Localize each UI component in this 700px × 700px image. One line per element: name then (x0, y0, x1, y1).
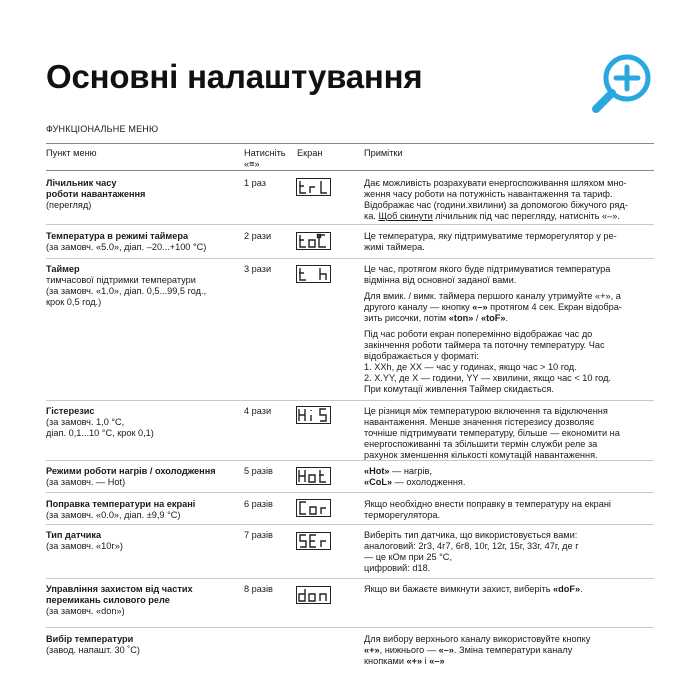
lcd-display-cor (296, 499, 331, 517)
row-press: 5 разів (244, 466, 273, 476)
note-text: / (473, 313, 481, 323)
note-line: енергоспоживанні та збільшити термін служби реле за (364, 439, 598, 449)
note-text: . (505, 313, 509, 323)
row-default: діап. 0,1...10 °C, крок 0,1) (46, 428, 154, 438)
row-divider (46, 524, 654, 525)
header-press (244, 148, 294, 170)
table-row (46, 406, 238, 439)
note-line: Це різниця між температурою включення та відключення (364, 406, 608, 416)
note-line: Відображає час (години.хвилини) за допомогою біжучого ряд- (364, 200, 628, 210)
note-line: Це час, протягом якого буде підтримуватися температура (364, 264, 611, 274)
lcd-th-icon (296, 265, 331, 283)
lcd-display-hot (296, 467, 331, 485)
code-tof: «toF» (480, 313, 506, 323)
row-divider (46, 224, 654, 225)
note-text: — охолодження. (392, 477, 466, 487)
table-top-rule (46, 143, 654, 144)
row-press: 6 разів (244, 499, 273, 509)
code-dof: «doF» (553, 584, 581, 594)
row-note (364, 406, 654, 461)
row-divider (46, 400, 654, 401)
row-note (364, 634, 654, 667)
row-title: Таймер (46, 264, 80, 274)
row-title-cont: роботи навантаження (46, 189, 146, 199)
row-press: 4 рази (244, 406, 272, 416)
note-text: — нагрів, (389, 466, 432, 476)
note-line: Якщо необхідно внести поправку в температуру на екрані (364, 499, 611, 509)
lcd-display-don (296, 586, 331, 604)
row-default: (завод. напашт. 30 ˚C) (46, 645, 140, 655)
note-text: Якщо ви бажаєте вимкнути захист, виберіть (364, 584, 554, 594)
note-line (364, 645, 654, 656)
header-item: Пункт меню (46, 148, 97, 158)
row-default: (за замовч. «10г») (46, 541, 123, 551)
row-note (364, 264, 654, 400)
note-text: протягом 4 сек. Екран відобра- (487, 302, 622, 312)
row-divider (46, 492, 654, 493)
note-paragraph (364, 264, 654, 286)
key-plus: «+» (406, 656, 423, 666)
lcd-his-icon (296, 406, 331, 424)
row-default: (перегляд) (46, 200, 92, 210)
note-text: . (580, 584, 583, 594)
note-line (364, 211, 654, 222)
note-line: 1. XXh, де XX — час у годинах, якщо час > 10 год. (364, 362, 577, 372)
row-title: Температура в режимі таймера (46, 231, 189, 241)
code-ton: «ton» (448, 313, 474, 323)
note-line: 2. X.YY, де X — години, YY — хвилини, якщо час < 10 год. (364, 373, 611, 383)
note-text: другого каналу — кнопку (364, 302, 473, 312)
lcd-display-ser (296, 532, 331, 550)
note-line: Для вмик. / вимк. таймера першого каналу утримуйте «+», а (364, 291, 621, 301)
note-text: зить рисочки, потім (364, 313, 449, 323)
table-row (46, 584, 238, 617)
row-title: Лічильник часу (46, 178, 117, 188)
row-default: (за замовч. «1.0», діап. 0,5...99,5 год., (46, 286, 207, 296)
row-press: 3 рази (244, 264, 272, 274)
row-note (364, 530, 654, 574)
note-line: навантаження. Менше значення гістерезису дозволяє (364, 417, 595, 427)
note-text: кнопками (364, 656, 407, 666)
note-line (364, 466, 654, 477)
note-line: закінчення роботи таймера та поточну температуру. Час (364, 340, 605, 350)
note-line (364, 656, 654, 667)
row-default: (за замовч. «5.0», діап. –20...+100 °C) (46, 242, 207, 252)
lcd-display-th (296, 265, 331, 283)
note-paragraph (364, 329, 654, 395)
note-text: ка. (364, 211, 379, 221)
note-line: терморегулятора. (364, 510, 441, 520)
row-title: Гістерезис (46, 406, 95, 416)
lcd-toc-icon (296, 232, 331, 250)
lcd-trl-icon (296, 178, 331, 196)
row-default: (за замовч. «don») (46, 606, 125, 616)
zoom-in-icon[interactable] (583, 46, 663, 126)
code-col: «CoL» (364, 477, 393, 487)
row-title-cont: перемикань силового реле (46, 595, 170, 605)
section-heading: ФУНКЦІОНАЛЬНЕ МЕНЮ (46, 124, 159, 134)
key-minus: «–» (438, 645, 454, 655)
row-title: Вибір температури (46, 634, 134, 644)
row-press: 8 разів (244, 584, 273, 594)
row-default: тимчасової підтримки температури (46, 275, 196, 285)
lcd-don-icon (296, 586, 331, 604)
lcd-hot-icon (296, 467, 331, 485)
header-press-symbol: «≡» (244, 159, 260, 169)
row-title: Управління захистом від частих (46, 584, 193, 594)
note-line: цифровий: d18. (364, 563, 431, 573)
note-paragraph (364, 291, 654, 324)
note-line: Дає можливість розрахувати енергоспоживання шляхом мно- (364, 178, 627, 188)
note-line: жимі таймера. (364, 242, 425, 252)
header-rule (46, 170, 654, 171)
code-hot: «Hot» (364, 466, 390, 476)
note-line: аналоговий: 2г3, 4г7, 6г8, 10г, 12г, 15г, 33г, 47г, де г (364, 541, 579, 551)
note-line (364, 584, 654, 595)
row-divider (46, 627, 654, 628)
note-line: відображається у форматі: (364, 351, 479, 361)
table-row (46, 634, 238, 656)
page-title: Основні налаштування (46, 58, 423, 95)
row-divider (46, 460, 654, 461)
note-line (364, 313, 654, 324)
table-row (46, 231, 238, 253)
note-line: відмінна від основної заданої вами. (364, 275, 517, 285)
table-row (46, 178, 238, 211)
row-title: Тип датчика (46, 530, 102, 540)
table-row (46, 264, 238, 308)
row-press: 7 разів (244, 530, 273, 540)
row-press: 2 рази (244, 231, 272, 241)
note-line: рахунок зменшення кількості комутацій навантаження. (364, 450, 598, 460)
row-note (364, 499, 654, 521)
row-divider (46, 578, 654, 579)
note-line (364, 302, 654, 313)
note-text: , нижнього — (379, 645, 439, 655)
row-title: Поправка температури на екрані (46, 499, 196, 509)
row-default: (за замовч. 1,0 °C, (46, 417, 125, 427)
row-default: (за замовч. — Hot) (46, 477, 126, 487)
note-text: і (422, 656, 430, 666)
table-row (46, 499, 238, 521)
header-screen: Екран (297, 148, 323, 158)
note-line: Це температура, яку підтримуватиме терморегулятор у ре- (364, 231, 617, 241)
note-line: Виберіть тип датчика, що використовується вами: (364, 530, 578, 540)
lcd-display-his (296, 406, 331, 424)
note-text: . Зміна температури каналу (453, 645, 573, 655)
row-note (364, 466, 654, 488)
reset-counter-link: Щоб скинути (378, 211, 433, 221)
note-line: Під час роботи екран поперемінно відображає час до (364, 329, 593, 339)
row-default: крок 0,5 год.) (46, 297, 102, 307)
row-title: Режими роботи нагрів / охолодження (46, 466, 216, 476)
row-press: 1 раз (244, 178, 266, 188)
row-default: (за замовч. «0.0», діап. ±9,9 °C) (46, 510, 181, 520)
key-minus: «–» (472, 302, 488, 312)
note-text: лічильник під час перегляду, натисніть «–». (432, 211, 620, 221)
note-line: ження часу роботи на потужність навантаження та тариф. (364, 189, 613, 199)
lcd-display-trl (296, 178, 331, 196)
lcd-display-toc (296, 232, 331, 250)
lcd-ser-icon (296, 532, 331, 550)
key-minus: «–» (429, 656, 445, 666)
table-row (46, 466, 238, 488)
note-line: точніше підтримувати температуру, більше — економити на (364, 428, 620, 438)
row-divider (46, 258, 654, 259)
row-note (364, 231, 654, 253)
key-plus: «+» (364, 645, 380, 655)
header-press-label: Натисніть (244, 148, 286, 158)
row-note (364, 178, 654, 222)
note-line: При комутації живлення Таймер скидається. (364, 384, 554, 394)
row-note (364, 584, 654, 595)
note-line: Для вибору верхнього каналу використовуйте кнопку (364, 634, 591, 644)
note-line (364, 477, 654, 488)
note-line: — це кОм при 25 °C, (364, 552, 452, 562)
header-notes: Примітки (364, 148, 403, 158)
table-row (46, 530, 238, 552)
lcd-cor-icon (296, 499, 331, 517)
